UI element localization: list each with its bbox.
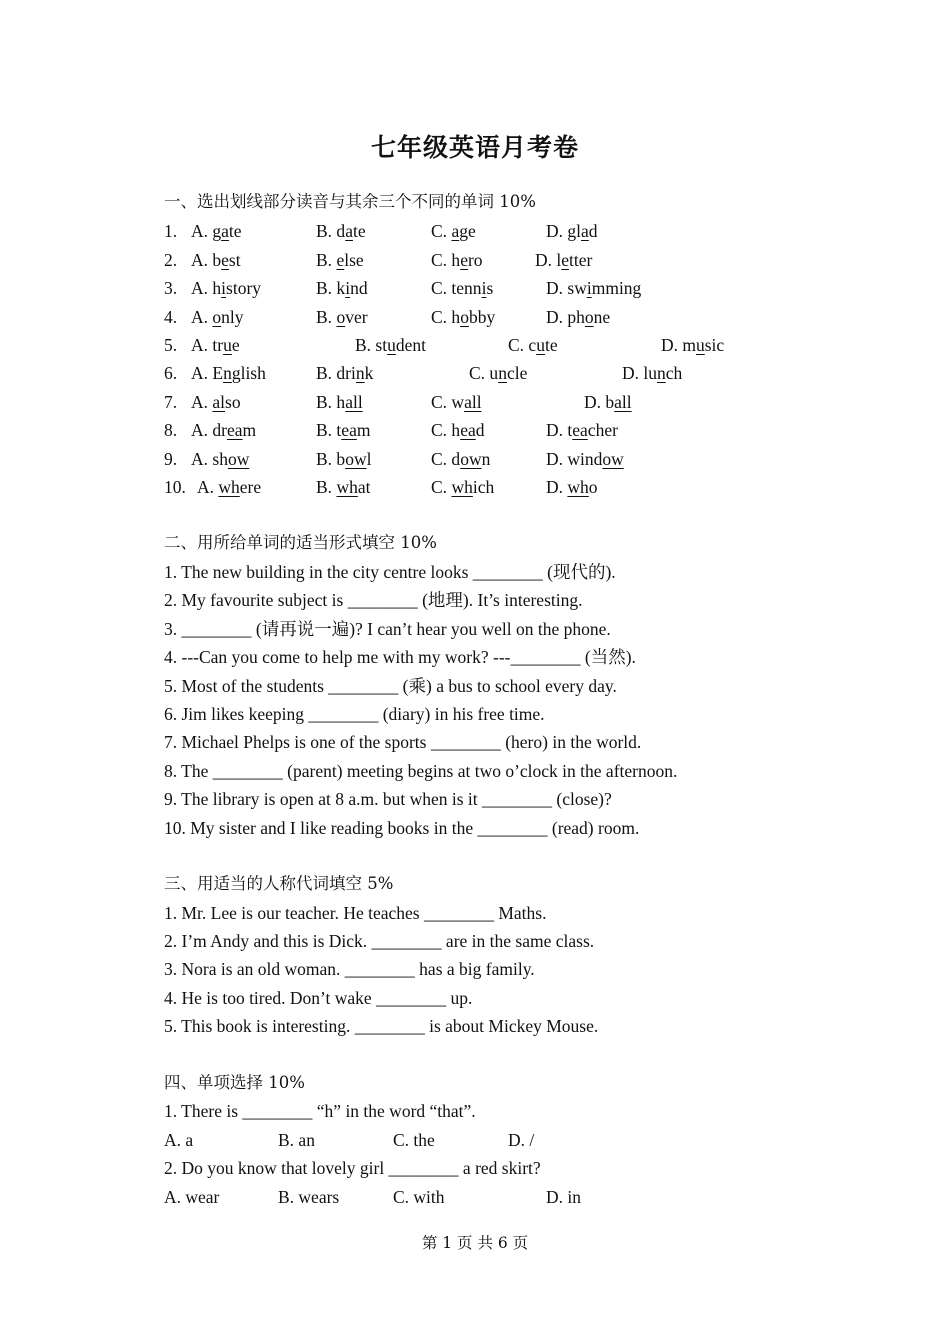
option-text: te — [352, 221, 366, 241]
phonetic-option — [469, 362, 527, 384]
option-text: C. h — [431, 307, 461, 327]
phonetic-option — [191, 448, 249, 470]
question-number: 10. — [164, 477, 186, 497]
phonetic-option — [546, 306, 610, 328]
option-text: B. h — [316, 392, 346, 412]
underlined-letters: n — [355, 363, 365, 383]
option-text: A. — [191, 392, 213, 412]
phonetic-option — [191, 362, 266, 384]
option-text: mming — [591, 278, 642, 298]
phonetic-option — [546, 419, 618, 441]
underlined-letters: ow — [345, 449, 367, 469]
fill-item: 2. My favourite subject is ________ (地理). It’s interesting. — [164, 590, 583, 610]
option-text: B. k — [316, 278, 346, 298]
option-text: te — [228, 221, 242, 241]
phonetic-option — [316, 220, 366, 242]
option-text: B. — [316, 250, 337, 270]
mc-question-stem: 1. There is ________ “h” in the word “that”. — [164, 1101, 476, 1121]
underlined-letters: u — [696, 335, 705, 355]
option-text: m — [356, 420, 371, 440]
option-text: l — [366, 449, 372, 469]
phonetic-option — [316, 306, 368, 328]
option-text: A. sh — [191, 449, 228, 469]
fill-item: 8. The ________ (parent) meeting begins at two o’clock in the afternoon. — [164, 761, 678, 781]
underlined-letters: ow — [227, 449, 250, 469]
option-text: C. h — [431, 420, 461, 440]
option-text: te — [544, 335, 558, 355]
option-text: o — [588, 477, 598, 497]
option-text: ro — [467, 250, 483, 270]
mc-option: B. wears — [278, 1187, 340, 1207]
question-number: 9. — [164, 449, 178, 469]
mc-option: C. with — [393, 1187, 445, 1207]
phonetic-option — [316, 277, 368, 299]
option-text: nly — [221, 307, 244, 327]
underlined-letters: a — [581, 221, 589, 241]
pronoun-item: 1. Mr. Lee is our teacher. He teaches ________ Maths. — [164, 903, 547, 923]
option-text: lse — [344, 250, 364, 270]
option-text: ich — [472, 477, 495, 497]
option-text: D. — [546, 477, 568, 497]
option-text: B. — [316, 307, 337, 327]
option-text: m — [242, 420, 257, 440]
underlined-letters: ow — [460, 449, 482, 469]
section3-heading: 三、用适当的人称代词填空 5% — [164, 874, 394, 893]
option-text: A. h — [191, 278, 222, 298]
fill-item: 5. Most of the students ________ (乘) a bus to school every day. — [164, 676, 617, 696]
question-number: 1. — [164, 221, 178, 241]
phonetic-option — [316, 448, 371, 470]
option-text: ver — [345, 307, 368, 327]
phonetic-option — [431, 448, 490, 470]
option-text: A. dr — [191, 420, 227, 440]
option-text: s — [486, 278, 494, 298]
underlined-letters: ea — [341, 420, 357, 440]
option-text: tter — [569, 250, 593, 270]
section1-heading: 一、选出划线部分读音与其余三个不同的单词 10% — [164, 192, 536, 211]
option-text: D. b — [584, 392, 615, 412]
fill-item: 3. ________ (请再说一遍)? I can’t hear you well on the phone. — [164, 619, 611, 639]
phonetic-option — [191, 391, 241, 413]
section4-heading: 四、单项选择 10% — [164, 1073, 305, 1092]
underlined-letters: i — [221, 278, 227, 298]
option-text: cle — [506, 363, 528, 383]
option-text: C. d — [431, 449, 461, 469]
mc-option: D. in — [546, 1187, 581, 1207]
option-text: sic — [704, 335, 725, 355]
mc-option: A. a — [164, 1130, 194, 1150]
option-text: D. m — [661, 335, 696, 355]
phonetic-option — [508, 334, 558, 356]
question-number: 6. — [164, 363, 178, 383]
phonetic-option — [197, 476, 261, 498]
phonetic-option — [316, 249, 364, 271]
mc-option: C. the — [393, 1130, 435, 1150]
option-text: D. lu — [622, 363, 657, 383]
mc-question-stem: 2. Do you know that lovely girl ________ a red skirt? — [164, 1158, 541, 1178]
question-number: 4. — [164, 307, 178, 327]
phonetic-option — [546, 220, 598, 242]
option-text: at — [357, 477, 371, 497]
option-text: ch — [665, 363, 683, 383]
mc-option: D. / — [508, 1130, 535, 1150]
underlined-letters: i — [586, 278, 592, 298]
underlined-letters: n — [498, 363, 507, 383]
option-text: d — [588, 221, 598, 241]
phonetic-option — [661, 334, 724, 356]
phonetic-option — [191, 249, 241, 271]
option-text: B. d — [316, 221, 346, 241]
underlined-letters: all — [614, 392, 632, 412]
option-text: bby — [468, 307, 496, 327]
pronoun-item: 4. He is too tired. Don’t wake ________ up. — [164, 988, 473, 1008]
phonetic-option — [316, 391, 363, 413]
underlined-letters: o — [584, 307, 594, 327]
option-text: d — [475, 420, 485, 440]
option-text: so — [225, 392, 241, 412]
phonetic-option — [535, 249, 592, 271]
phonetic-option — [431, 306, 495, 328]
fill-item: 10. My sister and I like reading books in the ________ (read) room. — [164, 818, 640, 838]
option-text: B. dri — [316, 363, 356, 383]
phonetic-option — [191, 220, 242, 242]
question-number: 5. — [164, 335, 178, 355]
option-text: ere — [239, 477, 262, 497]
phonetic-option — [355, 334, 426, 356]
page-title: 七年级英语月考卷 — [370, 133, 579, 162]
fill-item: 7. Michael Phelps is one of the sports ________ (hero) in the world. — [164, 732, 642, 752]
pronoun-item: 2. I’m Andy and this is Dick. ________ are in the same class. — [164, 931, 595, 951]
option-text: A. tr — [191, 335, 224, 355]
phonetic-option — [431, 419, 484, 441]
underlined-letters: i — [345, 278, 351, 298]
option-text: C. w — [431, 392, 465, 412]
pronoun-item: 5. This book is interesting. ________ is about Mickey Mouse. — [164, 1016, 599, 1036]
underlined-letters: i — [481, 278, 487, 298]
phonetic-option — [191, 334, 240, 356]
underlined-letters: o — [212, 307, 222, 327]
fill-item: 1. The new building in the city centre looks ________ (现代的). — [164, 562, 616, 582]
underlined-letters: all — [345, 392, 363, 412]
underlined-letters: ow — [602, 449, 624, 469]
option-text: ge — [459, 221, 476, 241]
underlined-letters: o — [336, 307, 346, 327]
option-text: B. t — [316, 420, 342, 440]
underlined-letters: n — [657, 363, 666, 383]
option-text: C. h — [431, 250, 461, 270]
section2-heading: 二、用所给单词的适当形式填空 10% — [164, 533, 437, 552]
underlined-letters: u — [536, 335, 545, 355]
underlined-letters: u — [387, 335, 396, 355]
underlined-letters: e — [336, 250, 345, 270]
underlined-letters: e — [460, 250, 468, 270]
option-text: n — [481, 449, 491, 469]
option-text: B. st — [355, 335, 388, 355]
underlined-letters: wh — [567, 477, 589, 497]
option-text: D. gl — [546, 221, 581, 241]
option-text: A. b — [191, 250, 222, 270]
option-text: D. sw — [546, 278, 587, 298]
underlined-letters: e — [561, 250, 570, 270]
phonetic-option — [191, 419, 256, 441]
underlined-letters: n — [223, 363, 232, 383]
underlined-letters: ea — [226, 420, 243, 440]
question-number: 3. — [164, 278, 178, 298]
option-text: C. c — [508, 335, 537, 355]
phonetic-option — [316, 476, 370, 498]
option-text: A. g — [191, 221, 222, 241]
question-number: 2. — [164, 250, 178, 270]
phonetic-option — [431, 249, 483, 271]
phonetic-option — [431, 277, 493, 299]
question-number: 7. — [164, 392, 178, 412]
option-text: k — [364, 363, 374, 383]
option-text: C. u — [469, 363, 499, 383]
option-text: B. — [316, 477, 337, 497]
page-footer: 第 1 页 共 6 页 — [421, 1234, 529, 1252]
underlined-letters: a — [451, 221, 460, 241]
option-text: C. — [431, 477, 452, 497]
option-text: C. tenn — [431, 278, 482, 298]
fill-item: 6. Jim likes keeping ________ (diary) in his free time. — [164, 704, 545, 724]
option-text: glish — [231, 363, 266, 383]
underlined-letters: all — [464, 392, 482, 412]
option-text: D. wind — [546, 449, 603, 469]
option-text: B. b — [316, 449, 346, 469]
underlined-letters: wh — [218, 477, 240, 497]
option-text: D. l — [535, 250, 562, 270]
phonetic-option — [191, 306, 244, 328]
option-text: dent — [395, 335, 426, 355]
pronoun-item: 3. Nora is an old woman. ________ has a big family. — [164, 959, 535, 979]
phonetic-option — [191, 277, 261, 299]
phonetic-option — [622, 362, 682, 384]
underlined-letters: a — [345, 221, 353, 241]
underlined-letters: a — [221, 221, 229, 241]
phonetic-option — [546, 476, 598, 498]
underlined-letters: al — [212, 392, 226, 412]
underlined-letters: ea — [460, 420, 476, 440]
underlined-letters: o — [460, 307, 469, 327]
fill-item: 4. ---Can you come to help me with my work? ---________ (当然). — [164, 647, 636, 667]
option-text: nd — [350, 278, 368, 298]
phonetic-option — [431, 220, 476, 242]
underlined-letters: u — [223, 335, 232, 355]
underlined-letters: wh — [451, 477, 473, 497]
underlined-letters: ea — [572, 420, 588, 440]
question-number: 8. — [164, 420, 178, 440]
option-text: e — [231, 335, 240, 355]
underlined-letters: wh — [336, 477, 358, 497]
underlined-letters: e — [221, 250, 229, 270]
phonetic-option — [546, 448, 624, 470]
option-text: st — [228, 250, 241, 270]
phonetic-option — [431, 476, 494, 498]
mc-option: B. an — [278, 1130, 315, 1150]
option-text: D. ph — [546, 307, 585, 327]
option-text: A. — [197, 477, 219, 497]
phonetic-option — [431, 391, 482, 413]
fill-item: 9. The library is open at 8 a.m. but when is it ________ (close)? — [164, 789, 612, 809]
option-text: cher — [587, 420, 618, 440]
mc-option: A. wear — [164, 1187, 220, 1207]
phonetic-option — [316, 419, 370, 441]
phonetic-option — [546, 277, 641, 299]
option-text: A. — [191, 307, 213, 327]
option-text: story — [226, 278, 262, 298]
option-text: A. E — [191, 363, 224, 383]
phonetic-option — [316, 362, 373, 384]
option-text: D. t — [546, 420, 573, 440]
option-text: ne — [593, 307, 611, 327]
phonetic-option — [584, 391, 632, 413]
option-text: C. — [431, 221, 452, 241]
